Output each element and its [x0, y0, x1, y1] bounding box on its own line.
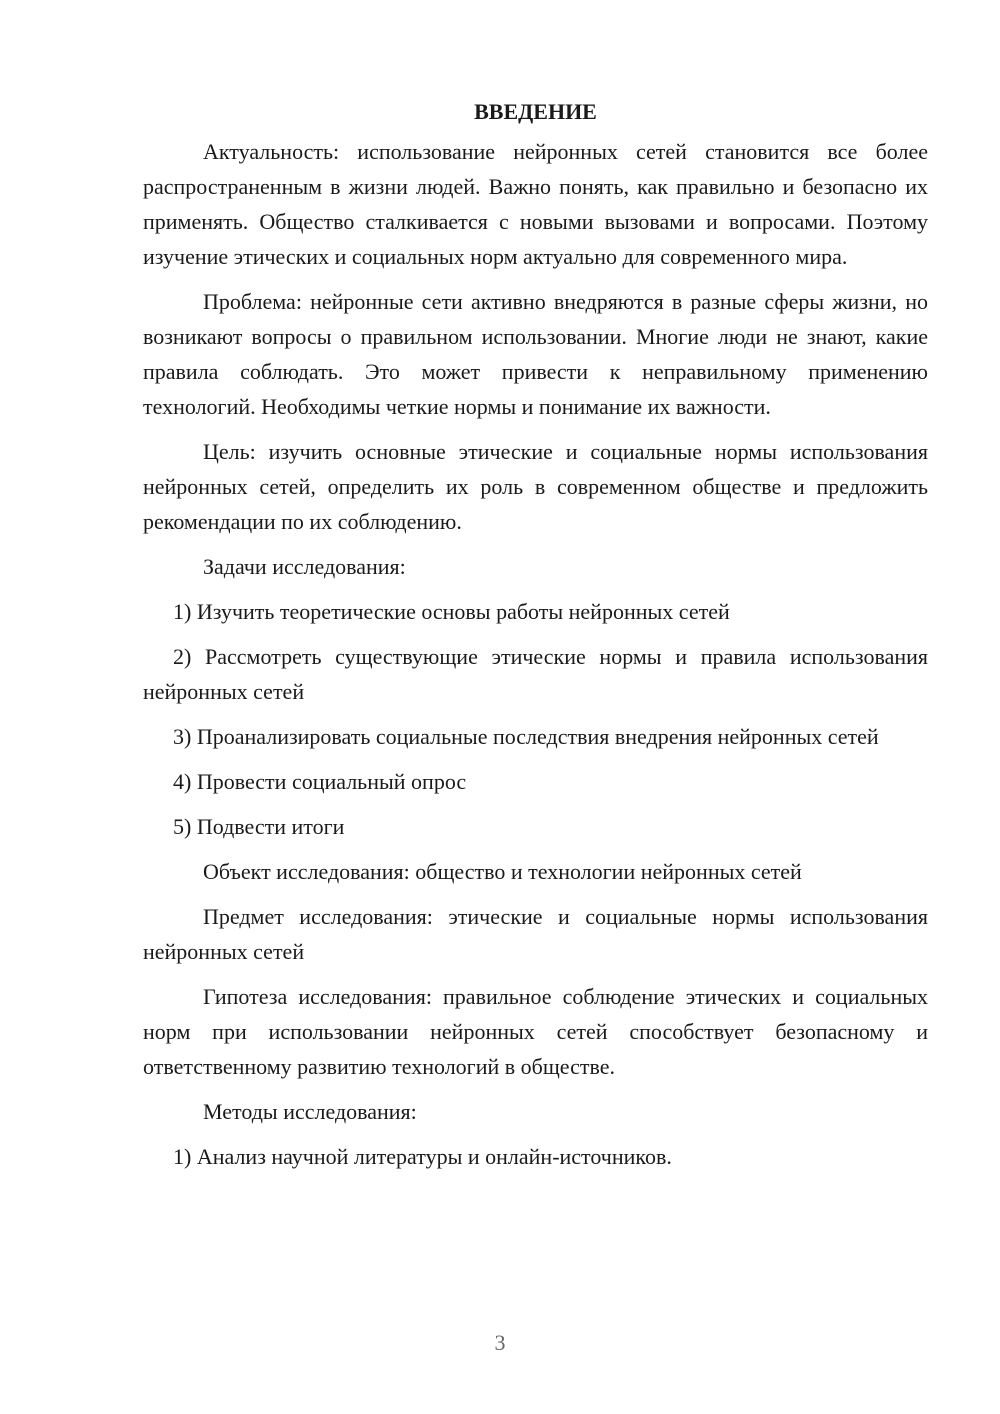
- hypothesis-paragraph: Гипотеза исследования: правильное соблюдение этических и социальных норм при использовании нейронных сетей способствует безопасному и ответственному развитию технологий в обществе.: [143, 984, 928, 1079]
- subject-paragraph: Предмет исследования: этические и социальные нормы использования нейронных сетей: [143, 904, 928, 964]
- task-item: 1) Изучить теоретические основы работы нейронных сетей: [173, 599, 730, 624]
- method-item: 1) Анализ научной литературы и онлайн-источников.: [173, 1144, 672, 1169]
- task-item: 3) Проанализировать социальные последствия внедрения нейронных сетей: [173, 724, 879, 749]
- page-number: 3: [494, 1330, 506, 1355]
- task-item: 2) Рассмотреть существующие этические нормы и правила использования нейронных сетей: [143, 644, 928, 704]
- task-item: 4) Провести социальный опрос: [173, 769, 467, 794]
- object-paragraph: Объект исследования: общество и технологии нейронных сетей: [203, 859, 802, 884]
- page-content: [143, 94, 928, 1184]
- methods-title: Методы исследования:: [203, 1099, 417, 1124]
- tasks-title: Задачи исследования:: [203, 554, 406, 579]
- goal-paragraph: Цель: изучить основные этические и социальные нормы использования нейронных сетей, определить их роль в современном обществе и предложить рекомендации по их соблюдению.: [143, 439, 928, 534]
- section-heading: ВВЕДЕНИЕ: [474, 99, 597, 124]
- relevance-paragraph: Актуальность: использование нейронных сетей становится все более распространенным в жизни людей. Важно понять, как правильно и безопасно их применять. Общество сталкивается с новыми вызовами и вопросами. Поэтому изучение этических и социальных норм актуально для современного мира.: [143, 139, 928, 269]
- problem-paragraph: Проблема: нейронные сети активно внедряются в разные сферы жизни, но возникают вопросы о правильном использовании. Многие люди не знают, какие правила соблюдать. Это может привести к неправильному применению технологий. Необходимы четкие нормы и понимание их важности.: [143, 289, 928, 419]
- task-item: 5) Подвести итоги: [173, 814, 345, 839]
